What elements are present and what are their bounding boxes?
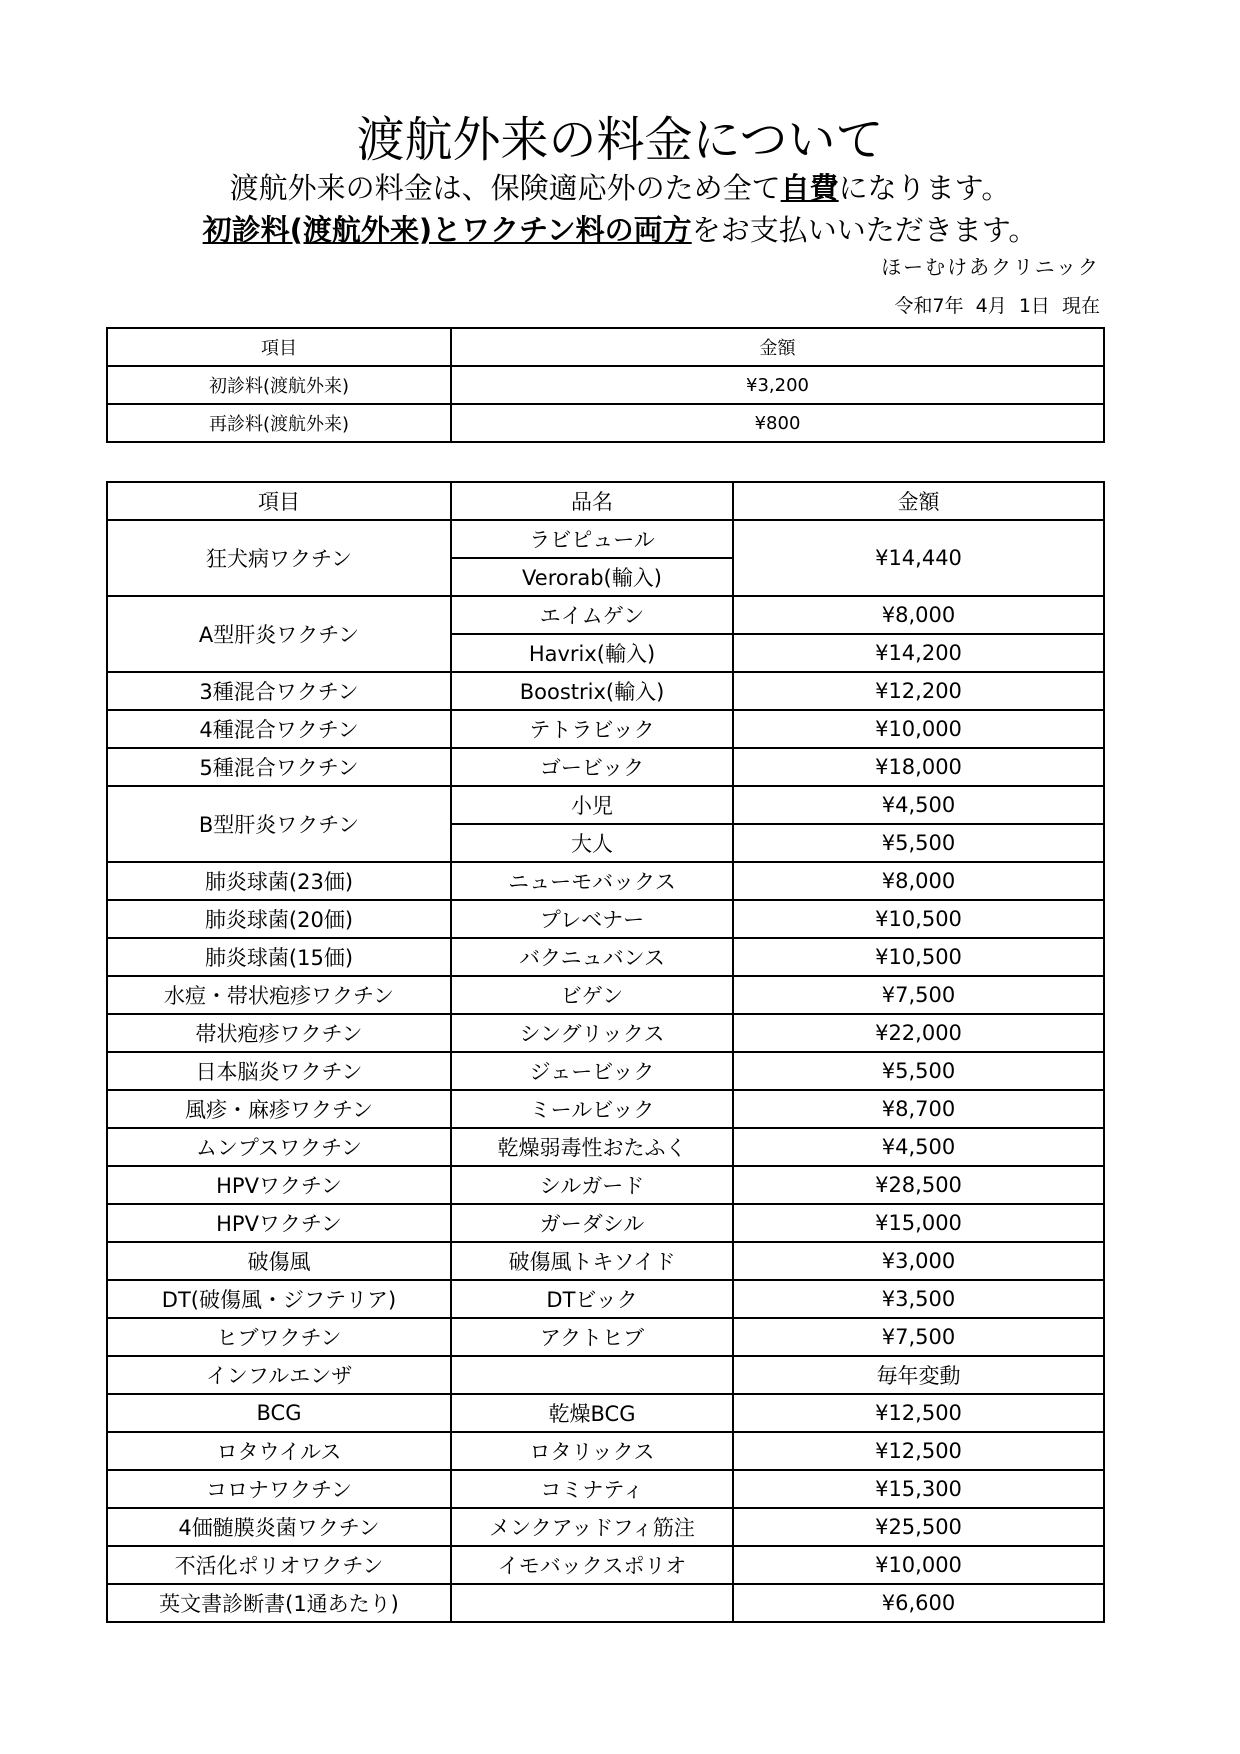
vaccine-product: 乾燥弱毒性おたふく [451,1128,733,1166]
vaccine-item: BCG [107,1394,451,1432]
vaccine-product: 大人 [451,824,733,862]
vaccine-price: ¥12,500 [733,1432,1104,1470]
vaccine-price: ¥25,500 [733,1508,1104,1546]
vaccine-price: ¥5,500 [733,824,1104,862]
fee-row [107,404,1104,442]
table-row [107,748,1104,786]
vaccine-price-table [106,481,1105,1623]
vaccine-item: DT(破傷風・ジフテリア) [107,1280,451,1318]
vaccine-item: 不活化ポリオワクチン [107,1546,451,1584]
vaccine-item: 帯状疱疹ワクチン [107,1014,451,1052]
vaccine-product: ビゲン [451,976,733,1014]
vaccine-price: ¥10,000 [733,710,1104,748]
notice-payment-emphasis: 初診料(渡航外来)とワクチン料の両方 [202,213,692,247]
vaccine-product: ジェービック [451,1052,733,1090]
vaccine-item: 肺炎球菌(20価) [107,900,451,938]
vaccine-price: ¥8,000 [733,596,1104,634]
table-row [107,1090,1104,1128]
vaccine-product [451,1584,733,1622]
table-row [107,976,1104,1014]
table-row [107,672,1104,710]
vaccine-item: HPVワクチン [107,1166,451,1204]
table-row [107,1546,1104,1584]
vaccine-price: ¥12,200 [733,672,1104,710]
vaccine-item: 4種混合ワクチン [107,710,451,748]
vaccine-product: エイムゲン [451,596,733,634]
vaccine-product: DTビック [451,1280,733,1318]
as-of-date: 令和7年 4月 1日 現在 [894,295,1100,317]
vaccine-price: ¥14,200 [733,634,1104,672]
vaccine-product: Verorab(輸入) [451,558,733,596]
table-row [107,862,1104,900]
vaccine-item: 水痘・帯状疱疹ワクチン [107,976,451,1014]
table-row [107,1014,1104,1052]
clinic-name: ほーむけあクリニック [881,255,1100,279]
vaccine-item: コロナワクチン [107,1470,451,1508]
vaccine-header-price: 金額 [733,482,1104,520]
vaccine-price: ¥8,700 [733,1090,1104,1128]
fee-item: 初診料(渡航外来) [107,366,451,404]
vaccine-table-header-row [107,482,1104,520]
vaccine-item: 英文書診断書(1通あたり) [107,1584,451,1622]
table-row [107,1508,1104,1546]
vaccine-product: メンクアッドフィ筋注 [451,1508,733,1546]
vaccine-item: ムンプスワクチン [107,1128,451,1166]
vaccine-price: ¥15,000 [733,1204,1104,1242]
vaccine-item: 3種混合ワクチン [107,672,451,710]
vaccine-product: シルガード [451,1166,733,1204]
vaccine-product: ガーダシル [451,1204,733,1242]
table-row [107,710,1104,748]
table-row [107,520,1104,558]
vaccine-product [451,1356,733,1394]
table-row [107,1204,1104,1242]
table-row [107,1318,1104,1356]
vaccine-item: 日本脳炎ワクチン [107,1052,451,1090]
vaccine-item: 風疹・麻疹ワクチン [107,1090,451,1128]
table-row [107,1432,1104,1470]
vaccine-product: Boostrix(輸入) [451,672,733,710]
table-row [107,786,1104,824]
vaccine-item: 5種混合ワクチン [107,748,451,786]
vaccine-item: HPVワクチン [107,1204,451,1242]
vaccine-item: 肺炎球菌(23価) [107,862,451,900]
notice-self-pay-suffix: になります。 [838,171,1011,205]
notice-self-pay [0,168,1240,208]
table-row [107,1242,1104,1280]
vaccine-product: ニューモバックス [451,862,733,900]
vaccine-product: アクトヒブ [451,1318,733,1356]
vaccine-price: ¥14,440 [733,520,1104,596]
vaccine-product: テトラビック [451,710,733,748]
table-row [107,1166,1104,1204]
notice-self-pay-text: 渡航外来の料金は、保険適応外のため全て [229,171,781,205]
vaccine-price: ¥7,500 [733,1318,1104,1356]
vaccine-item: ロタウイルス [107,1432,451,1470]
vaccine-item: 狂犬病ワクチン [107,520,451,596]
vaccine-product: 乾燥BCG [451,1394,733,1432]
vaccine-price: ¥3,000 [733,1242,1104,1280]
vaccine-price: ¥12,500 [733,1394,1104,1432]
fee-item: 再診料(渡航外来) [107,404,451,442]
table-row [107,1394,1104,1432]
vaccine-price: 毎年変動 [733,1356,1104,1394]
vaccine-header-product: 品名 [451,482,733,520]
vaccine-item: 4価髄膜炎菌ワクチン [107,1508,451,1546]
vaccine-price: ¥4,500 [733,1128,1104,1166]
consultation-fee-table [106,327,1105,443]
vaccine-product: Havrix(輸入) [451,634,733,672]
vaccine-product: ロタリックス [451,1432,733,1470]
vaccine-price: ¥6,600 [733,1584,1104,1622]
table-row [107,938,1104,976]
vaccine-price: ¥10,000 [733,1546,1104,1584]
table-row [107,596,1104,634]
vaccine-product: 破傷風トキソイド [451,1242,733,1280]
vaccine-price: ¥8,000 [733,862,1104,900]
fee-header-item: 項目 [107,328,451,366]
vaccine-product: バクニュバンス [451,938,733,976]
vaccine-item: ヒブワクチン [107,1318,451,1356]
vaccine-product: ラビピュール [451,520,733,558]
fee-price: ¥800 [451,404,1104,442]
table-row [107,1470,1104,1508]
page-title: 渡航外来の料金について [356,112,884,168]
vaccine-price: ¥5,500 [733,1052,1104,1090]
vaccine-product: イモバックスポリオ [451,1546,733,1584]
fee-header-price: 金額 [451,328,1104,366]
vaccine-price: ¥15,300 [733,1470,1104,1508]
notice-payment [0,210,1240,250]
table-row [107,1128,1104,1166]
vaccine-price: ¥18,000 [733,748,1104,786]
vaccine-product: 小児 [451,786,733,824]
fee-row [107,366,1104,404]
table-row [107,900,1104,938]
fee-price: ¥3,200 [451,366,1104,404]
vaccine-item: 破傷風 [107,1242,451,1280]
vaccine-product: シングリックス [451,1014,733,1052]
vaccine-header-item: 項目 [107,482,451,520]
vaccine-product: ミールビック [451,1090,733,1128]
fee-table-header-row [107,328,1104,366]
vaccine-price: ¥3,500 [733,1280,1104,1318]
vaccine-product: ゴービック [451,748,733,786]
table-row [107,1052,1104,1090]
vaccine-item: 肺炎球菌(15価) [107,938,451,976]
vaccine-item: B型肝炎ワクチン [107,786,451,862]
vaccine-price: ¥22,000 [733,1014,1104,1052]
vaccine-price: ¥10,500 [733,900,1104,938]
vaccine-product: プレベナー [451,900,733,938]
table-row [107,1280,1104,1318]
vaccine-price: ¥28,500 [733,1166,1104,1204]
vaccine-price: ¥10,500 [733,938,1104,976]
vaccine-price: ¥4,500 [733,786,1104,824]
vaccine-item: インフルエンザ [107,1356,451,1394]
vaccine-item: A型肝炎ワクチン [107,596,451,672]
vaccine-product: コミナティ [451,1470,733,1508]
table-row [107,1584,1104,1622]
vaccine-price: ¥7,500 [733,976,1104,1014]
notice-self-pay-emphasis: 自費 [780,171,839,205]
table-row [107,1356,1104,1394]
notice-payment-text: をお支払いいただきます。 [691,213,1038,247]
